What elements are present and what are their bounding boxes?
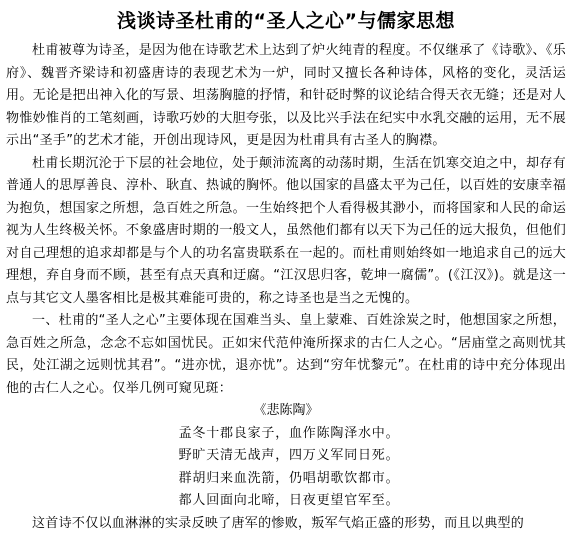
paragraph-1: 杜甫被尊为诗圣，是因为他在诗歌艺术上达到了炉火纯青的程度。不仅继承了《诗歌》、《乐府》、魏晋齐梁诗和初盛唐诗的表现艺术为一炉，同时又擅长各种诗体，风格的变化，灵活运用。无论是把出神入化的写景、坦荡胸臆的抒情，和针砭时弊的议论结合得天衣无缝；还是对人物惟妙惟肖的工笔刻画，诗歌巧妙的大胆夸张，以及比兴手法在纪实中水乳交融的运用，无不展示出“圣手”的艺术才能，开创出现诗风，更是因为杜甫具有古圣人的胸襟。 [6,40,566,153]
poem-line-4: 都人回面向北啼，日夜更望官军至。 [6,490,566,513]
paragraph-2: 杜甫长期沉沦于下层的社会地位，处于颠沛流离的动荡时期，生活在饥寒交迫之中，却存有普通人的思厚善良、淳朴、耿直、热诚的胸怀。他以国家的昌盛太平为己任，以百姓的安康幸福为抱负，想国家之所想，急百姓之所急。一生始终把个人看得极其渺小，而将国家和人民的命运视为人生终极关怀。不象盛唐时期的一般文人，虽然他们都有以天下为己任的远大报负，但他们对自己理想的追求却都是与个人的功名富贵联系在一起的。而杜甫则始终如一地追求自己的远大理想，弃自身而不顾，甚至有点天真和迂腐。“江汉思归客，乾坤一腐儒”。(《江汉》)。就是这一点与其它文人墨客相比是极其难能可贵的，称之诗圣也是当之无愧的。 [6,153,566,311]
poem-title: 《悲陈陶》 [6,400,566,423]
poem-line-2: 野旷天清无战声，四万义军同日死。 [6,445,566,468]
poem-line-1: 孟冬十郡良家子，血作陈陶泽水中。 [6,423,566,446]
paragraph-3: 一、杜甫的“圣人之心”主要体现在国难当头、皇上蒙难、百姓涂炭之时，他想国家之所想，急百姓之所急，念念不忘如国忧民。正如宋代范仲淹所探求的古仁人之心。“居庙堂之高则忧其民，处江湖之远则忧其君”。“进亦忧，退亦忧”。达到“穷年忧黎元”。在杜甫的诗中充分体现出他的古仁人之心。仅举几例可窥见斑： [6,310,566,400]
paragraph-closing: 这首诗不仅以血淋淋的实录反映了唐军的惨败，叛军气焰正盛的形势，而且以典型的 [6,513,566,535]
poem-line-3: 群胡归来血洗箭，仍唱胡歌饮都市。 [6,468,566,491]
article-title: 浅谈诗圣杜甫的“圣人之心”与儒家思想 [6,6,566,36]
